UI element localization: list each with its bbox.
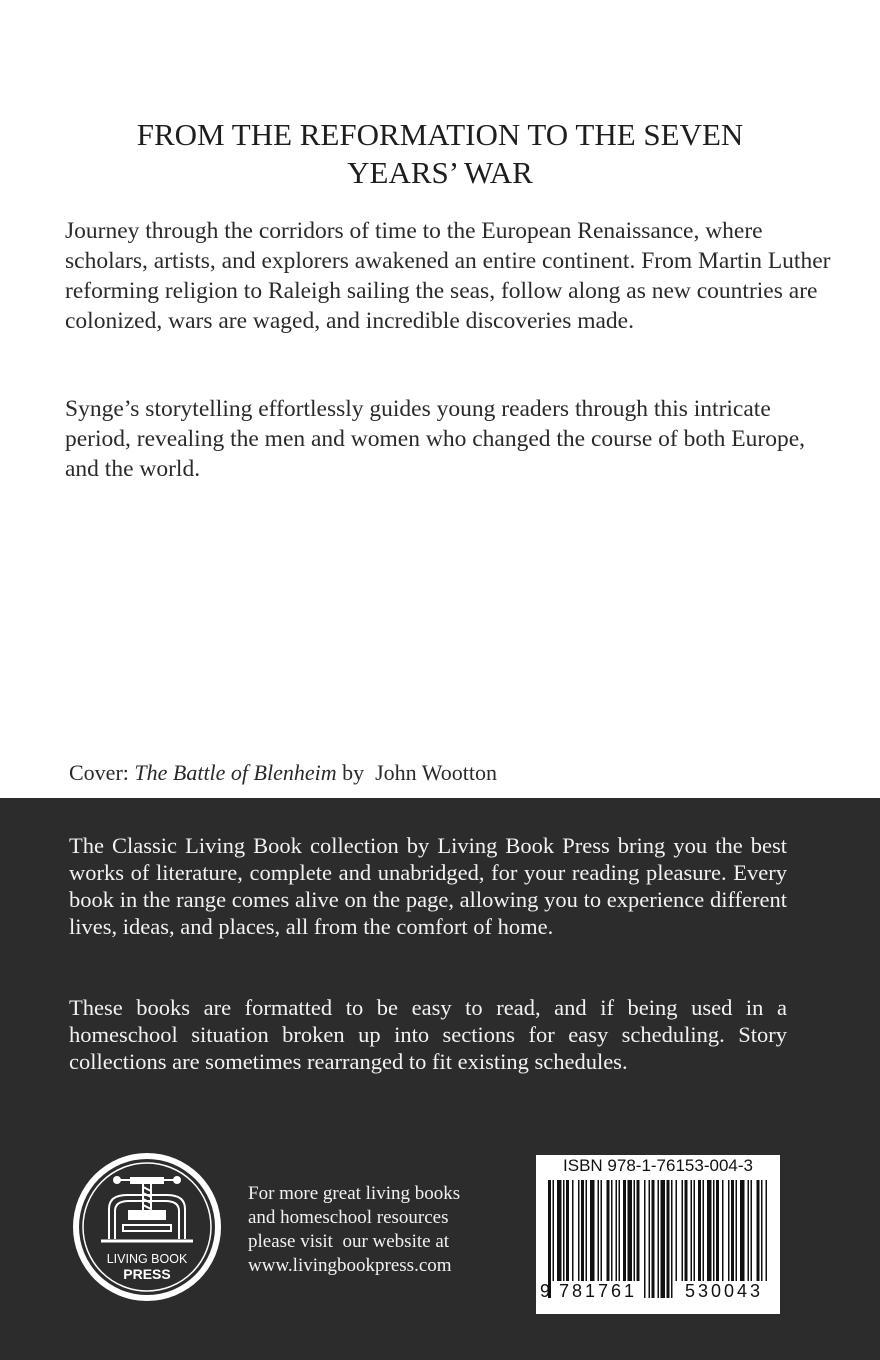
website-promo (248, 1182, 460, 1278)
cover-credit-prefix: Cover: (69, 760, 135, 785)
barcode-right-digits: 530043 (674, 1281, 774, 1302)
living-book-press-logo (71, 1151, 223, 1303)
promo-line-4: www.livingbookpress.com (248, 1255, 452, 1276)
logo-text-line-1: LIVING BOOK (106, 1252, 188, 1266)
barcode-digits (540, 1281, 774, 1302)
logo-text-line-2: PRESS (123, 1266, 171, 1282)
title-line-1: FROM THE REFORMATION TO THE SEVEN (136, 117, 744, 152)
description-paragraph-2: Synge’s storytelling effortlessly guides young readers through this intricate period, revealing the men and women who changed the course of both Europe, and the world. (65, 396, 806, 482)
publisher-paragraph-1: The Classic Living Book collection by Living Book Press bring you the best works of literature, complete and unabridged, for your reading pleasure. Every book in the range comes alive on the page, allowing you to experience different lives, ideas, and places, all from the comfort of home. (69, 833, 787, 939)
book-title (60, 116, 820, 192)
barcode-lead-digit: 9 (540, 1281, 551, 1301)
isbn-label: ISBN 978-1-76153-004-3 (563, 1156, 753, 1175)
promo-line-2: and homeschool resources (248, 1207, 449, 1228)
publisher-paragraph-2: These books are formatted to be easy to read, and if being used in a homeschool situation broken up into sections for easy scheduling. Story collections are sometimes rearranged to fit existing schedules. (69, 995, 787, 1074)
lower-dark-panel (0, 798, 880, 1360)
barcode-left-digits: 781761 (552, 1281, 644, 1302)
title-line-2: YEARS’ WAR (347, 155, 533, 190)
isbn-barcode (536, 1155, 780, 1314)
cover-painting-title: The Battle of Blenheim (134, 760, 337, 785)
cover-credit (69, 760, 497, 786)
promo-line-1: For more great living books (248, 1183, 461, 1204)
promo-line-3: please visit our website at (248, 1231, 450, 1252)
cover-artist: John Wootton (375, 760, 498, 785)
cover-credit-by: by (336, 760, 376, 785)
description-paragraph-1: Journey through the corridors of time to the European Renaissance, where scholars, artists, and explorers awakened an entire continent. From Martin Luther reforming religion to Raleigh sailing the seas, follow along as new countries are colonized, wars are waged, and incredible discoveries made. (65, 218, 831, 334)
